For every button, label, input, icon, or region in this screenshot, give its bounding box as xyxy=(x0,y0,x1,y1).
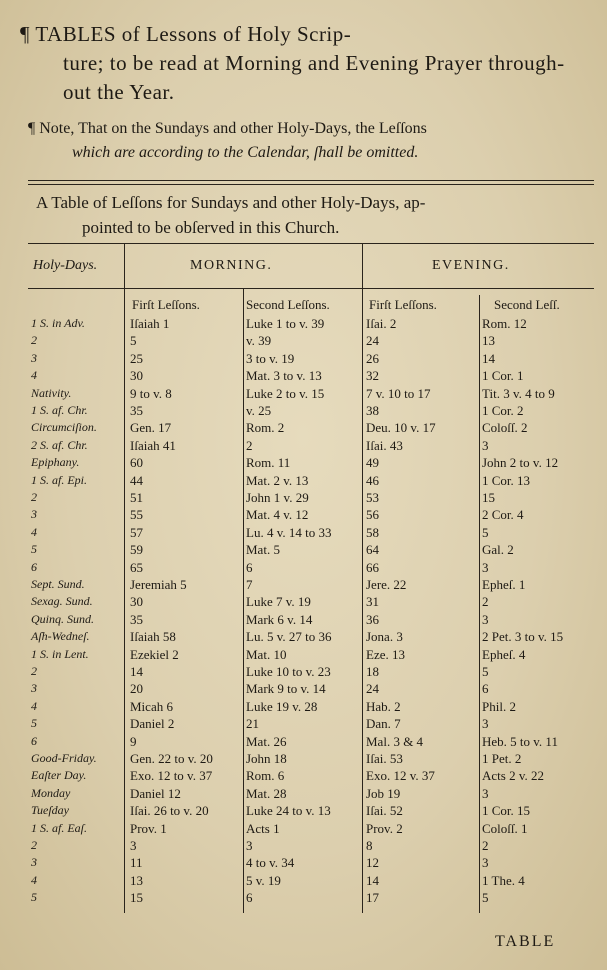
morning-first-lesson-cell: 5 xyxy=(130,333,137,349)
morning-first-lesson-cell: 14 xyxy=(130,664,143,679)
holy-day-cell: 5 xyxy=(31,716,37,731)
morning-first-lesson-cell: 11 xyxy=(130,855,143,871)
evening-second-lesson-cell: 1 Cor. 15 xyxy=(482,803,531,819)
holy-day-cell: 4 xyxy=(31,872,37,887)
evening-second-lesson-cell: Phil. 2 xyxy=(482,698,516,714)
evening-second-lesson-cell: 1 The. 4 xyxy=(482,872,525,888)
morning-first-lesson-cell: 35 xyxy=(130,611,143,627)
morning-first-lesson-cell: Daniel 2 xyxy=(130,716,175,732)
evening-first-lesson-cell: Exo. 12 v. 37 xyxy=(366,768,435,784)
morning-first-lesson-cell: 9 xyxy=(130,733,137,749)
evening-first-lesson-cell: 18 xyxy=(366,664,379,679)
note-line-1: ¶ Note, That on the Sundays and other Holy-Days, the Leſſons xyxy=(28,120,427,137)
table-row xyxy=(0,838,607,853)
holy-day-cell: 1 S. in Adv. xyxy=(31,316,85,330)
holy-day-cell: Sexag. Sund. xyxy=(31,594,93,609)
morning-second-lesson-cell: Luke 7 v. 19 xyxy=(246,594,311,610)
morning-second-lesson-cell: Luke 10 to v. 23 xyxy=(246,664,331,679)
note-line-2: which are according to the Calendar, ſhall be omitted. xyxy=(72,144,419,161)
morning-second-lesson-cell: Rom. 11 xyxy=(246,455,291,471)
evening-first-lesson-cell: Eze. 13 xyxy=(366,646,405,662)
evening-second-lesson-cell: Heb. 5 to v. 11 xyxy=(482,733,558,749)
table-row xyxy=(0,803,607,818)
evening-first-lesson-cell: 17 xyxy=(366,890,379,906)
evening-second-lesson-cell: Gal. 2 xyxy=(482,542,514,558)
evening-second-lesson-cell: 5 xyxy=(482,890,489,906)
evening-second-lesson-cell: 15 xyxy=(482,490,495,505)
evening-second-lesson-cell: 13 xyxy=(482,333,495,349)
morning-second-lesson-cell: 21 xyxy=(246,716,259,732)
table-row xyxy=(0,490,607,505)
evening-second-lesson-cell: 2 xyxy=(482,838,489,853)
holy-day-cell: 2 S. af. Chr. xyxy=(31,437,88,452)
evening-first-lesson-cell: 49 xyxy=(366,455,379,471)
evening-first-lesson-cell: 58 xyxy=(366,524,379,540)
holy-day-cell: 1 S. af. Eaſ. xyxy=(31,820,87,835)
evening-first-lesson-cell: Deu. 10 v. 17 xyxy=(366,420,436,436)
table-title-line-2: pointed to be obſerved in this Church. xyxy=(82,218,340,237)
morning-second-lesson-cell: 7 xyxy=(246,577,253,592)
evening-first-lesson-cell: Jona. 3 xyxy=(366,629,403,645)
morning-first-lesson-cell: Micah 6 xyxy=(130,698,173,714)
table-row xyxy=(0,734,607,749)
morning-second-lesson-cell: v. 25 xyxy=(246,403,272,418)
table-row xyxy=(0,821,607,836)
evening-first-lesson-cell: Prov. 2 xyxy=(366,820,403,836)
holy-day-cell: Nativity. xyxy=(31,385,72,400)
morning-second-lesson-cell: John 1 v. 29 xyxy=(246,490,309,505)
evening-first-lesson-cell: Iſai. 52 xyxy=(366,803,403,819)
morning-first-lesson-cell: Iſai. 26 to v. 20 xyxy=(130,803,209,819)
page-heading xyxy=(20,20,600,107)
evening-first-lesson-cell: Jere. 22 xyxy=(366,577,407,592)
morning-first-lesson-cell: 65 xyxy=(130,559,143,575)
evening-first-lesson-cell: 36 xyxy=(366,611,379,627)
table-row xyxy=(0,855,607,870)
holy-day-cell: 4 xyxy=(31,524,37,539)
evening-first-lesson-cell: 14 xyxy=(366,872,379,888)
morning-second-lesson-cell: 3 to v. 19 xyxy=(246,350,295,366)
morning-second-lesson-cell: 2 xyxy=(246,437,253,453)
morning-first-lesson-cell: Prov. 1 xyxy=(130,820,167,836)
holy-day-cell: 1 S. in Lent. xyxy=(31,646,89,661)
morning-first-lesson-cell: 30 xyxy=(130,368,143,384)
holy-day-cell: 5 xyxy=(31,542,37,557)
header-divider xyxy=(28,288,594,289)
morning-second-lesson-cell: Rom. 6 xyxy=(246,768,285,784)
table-row xyxy=(0,594,607,609)
morning-second-lesson-cell: Mat. 26 xyxy=(246,733,287,749)
evening-first-lesson-cell: 53 xyxy=(366,490,379,505)
evening-second-lesson-cell: Acts 2 v. 22 xyxy=(482,768,544,784)
table-row xyxy=(0,751,607,766)
evening-first-lesson-cell: Iſai. 2 xyxy=(366,316,397,331)
morning-second-lesson-cell: v. 39 xyxy=(246,333,272,349)
morning-first-lesson-cell: 13 xyxy=(130,872,143,888)
table-row xyxy=(0,333,607,348)
holy-day-cell: Tueſday xyxy=(31,803,69,818)
evening-second-lesson-cell: 1 Cor. 2 xyxy=(482,403,524,418)
morning-first-lesson-cell: 55 xyxy=(130,507,143,523)
evening-first-lesson-cell: Iſai. 53 xyxy=(366,751,403,766)
table-row xyxy=(0,681,607,696)
evening-second-lesson-cell: 3 xyxy=(482,559,489,575)
holy-day-cell: 3 xyxy=(31,350,37,365)
morning-first-lesson-cell: 30 xyxy=(130,594,143,610)
note-paragraph xyxy=(28,117,600,165)
table-row xyxy=(0,473,607,488)
holy-day-cell: Circumciſion. xyxy=(31,420,97,435)
evening-first-lesson-cell: 12 xyxy=(366,855,379,871)
morning-second-lesson-cell: Mark 9 to v. 14 xyxy=(246,681,326,697)
holy-day-cell: 2 xyxy=(31,838,37,852)
holy-day-cell: 5 xyxy=(31,890,37,905)
table-row xyxy=(0,786,607,801)
table-row xyxy=(0,507,607,522)
morning-first-lesson-cell: Iſaiah 41 xyxy=(130,437,176,453)
morning-first-lesson-cell: Jeremiah 5 xyxy=(130,577,187,592)
holy-day-cell: 4 xyxy=(31,698,37,713)
holy-day-cell: 2 xyxy=(31,333,37,348)
morning-second-lesson-cell: Mat. 5 xyxy=(246,542,280,558)
morning-second-lesson-cell: 6 xyxy=(246,890,253,906)
holy-day-cell: 4 xyxy=(31,368,37,383)
morning-first-lesson-cell: Iſaiah 58 xyxy=(130,629,176,645)
table-row xyxy=(0,716,607,731)
morning-first-lesson-cell: 3 xyxy=(130,838,137,853)
evening-first-lesson-cell: Dan. 7 xyxy=(366,716,401,732)
morning-second-lesson-cell: Mat. 4 v. 12 xyxy=(246,507,309,523)
morning-second-lesson-cell: Rom. 2 xyxy=(246,420,285,436)
morning-first-lesson-cell: Daniel 12 xyxy=(130,785,181,801)
morning-second-lesson-cell: 6 xyxy=(246,559,253,575)
holy-day-cell: Good-Friday. xyxy=(31,751,97,765)
holy-day-cell: 6 xyxy=(31,559,37,574)
table-row xyxy=(0,560,607,575)
evening-second-lesson-cell: Epheſ. 1 xyxy=(482,577,526,592)
evening-first-lesson-cell: 38 xyxy=(366,403,379,418)
table-row xyxy=(0,647,607,662)
evening-second-lesson-cell: 3 xyxy=(482,855,489,871)
holy-day-cell: 3 xyxy=(31,855,37,870)
heading-line-2: ture; to be read at Morning and Evening Prayer through- xyxy=(63,51,565,75)
holy-day-cell: 2 xyxy=(31,490,37,504)
evening-second-lesson-cell: 6 xyxy=(482,681,489,697)
table-row xyxy=(0,386,607,401)
holy-day-cell: 3 xyxy=(31,681,37,696)
morning-second-lesson-cell: Acts 1 xyxy=(246,820,280,836)
table-row xyxy=(0,525,607,540)
table-row xyxy=(0,438,607,453)
morning-first-lessons-header: Firſt Leſſons. xyxy=(132,297,200,312)
table-row xyxy=(0,368,607,383)
morning-second-lesson-cell: Mat. 28 xyxy=(246,785,287,801)
table-row xyxy=(0,612,607,627)
morning-second-lesson-cell: Mark 6 v. 14 xyxy=(246,611,313,627)
evening-first-lesson-cell: 32 xyxy=(366,368,379,384)
morning-first-lesson-cell: 60 xyxy=(130,455,143,471)
morning-first-lesson-cell: 51 xyxy=(130,490,143,505)
morning-first-lesson-cell: 59 xyxy=(130,542,143,558)
table-row xyxy=(0,455,607,470)
morning-first-lesson-cell: 25 xyxy=(130,350,143,366)
evening-second-lesson-cell: Tit. 3 v. 4 to 9 xyxy=(482,385,555,401)
evening-second-lesson-cell: 5 xyxy=(482,664,489,679)
evening-second-lesson-cell: Rom. 12 xyxy=(482,316,527,331)
table-row xyxy=(0,420,607,435)
evening-second-lesson-cell: 1 Cor. 1 xyxy=(482,368,524,384)
morning-first-lesson-cell: 20 xyxy=(130,681,143,697)
morning-second-lesson-cell: Mat. 2 v. 13 xyxy=(246,472,309,488)
heading-line-3: out the Year. xyxy=(63,80,175,104)
table-row xyxy=(0,664,607,679)
table-row xyxy=(0,351,607,366)
evening-second-lessons-header: Second Leſſ. xyxy=(494,297,560,312)
morning-second-lesson-cell: 4 to v. 34 xyxy=(246,855,295,871)
evening-first-lesson-cell: 26 xyxy=(366,350,379,366)
evening-first-lesson-cell: 8 xyxy=(366,838,373,853)
morning-first-lesson-cell: Ezekiel 2 xyxy=(130,646,179,662)
evening-header: EVENING. xyxy=(432,258,510,273)
holy-day-cell: Aſh-Wedneſ. xyxy=(31,629,90,644)
holy-day-cell: Sept. Sund. xyxy=(31,577,85,591)
holy-days-header: Holy-Days. xyxy=(33,258,98,273)
table-title xyxy=(36,190,592,240)
catchword: TABLE xyxy=(495,933,556,950)
morning-first-lesson-cell: 15 xyxy=(130,890,143,906)
evening-first-lesson-cell: Job 19 xyxy=(366,785,401,801)
evening-second-lesson-cell: 1 Pet. 2 xyxy=(482,751,522,766)
table-row xyxy=(0,873,607,888)
evening-second-lesson-cell: 2 Cor. 4 xyxy=(482,507,524,523)
evening-first-lesson-cell: 24 xyxy=(366,333,379,349)
holy-day-cell: Eaſter Day. xyxy=(31,768,87,783)
evening-first-lesson-cell: 31 xyxy=(366,594,379,610)
evening-first-lesson-cell: 56 xyxy=(366,507,379,523)
evening-first-lesson-cell: 64 xyxy=(366,542,379,558)
evening-first-lessons-header: Firſt Leſſons. xyxy=(369,297,437,312)
evening-second-lesson-cell: Epheſ. 4 xyxy=(482,646,526,662)
evening-first-lesson-cell: Mal. 3 & 4 xyxy=(366,733,424,749)
evening-first-lesson-cell: Iſai. 43 xyxy=(366,437,403,453)
table-row xyxy=(0,316,607,331)
evening-second-lesson-cell: 3 xyxy=(482,437,489,453)
morning-second-lesson-cell: Lu. 5 v. 27 to 36 xyxy=(246,629,332,645)
morning-second-lesson-cell: Luke 19 v. 28 xyxy=(246,698,318,714)
top-rule-inner xyxy=(28,184,594,185)
heading-line-1: ¶ TABLES of Lessons of Holy Scrip- xyxy=(20,22,352,46)
morning-first-lesson-cell: 44 xyxy=(130,472,143,488)
morning-second-lesson-cell: Mat. 3 to v. 13 xyxy=(246,368,322,384)
morning-second-lesson-cell: John 18 xyxy=(246,751,287,766)
holy-day-cell: 3 xyxy=(31,507,37,522)
morning-first-lesson-cell: Gen. 22 to v. 20 xyxy=(130,751,213,766)
morning-first-lesson-cell: 57 xyxy=(130,524,143,540)
evening-second-lesson-cell: 2 Pet. 3 to v. 15 xyxy=(482,629,564,645)
holy-day-cell: 1 S. af. Chr. xyxy=(31,403,88,417)
table-row xyxy=(0,699,607,714)
evening-second-lesson-cell: 14 xyxy=(482,350,495,366)
table-row xyxy=(0,403,607,418)
table-row xyxy=(0,629,607,644)
evening-first-lesson-cell: Hab. 2 xyxy=(366,698,401,714)
evening-first-lesson-cell: 46 xyxy=(366,472,379,488)
holy-day-cell: Epiphany. xyxy=(31,455,80,470)
holy-day-cell: Quinq. Sund. xyxy=(31,611,94,626)
morning-second-lesson-cell: Luke 2 to v. 15 xyxy=(246,385,325,401)
table-row xyxy=(0,542,607,557)
holy-day-cell: 2 xyxy=(31,664,37,678)
morning-second-lessons-header: Second Leſſons. xyxy=(246,297,330,312)
evening-second-lesson-cell: Coloſſ. 2 xyxy=(482,420,528,436)
morning-second-lesson-cell: Mat. 10 xyxy=(246,646,287,662)
evening-first-lesson-cell: 24 xyxy=(366,681,379,697)
evening-second-lesson-cell: 1 Cor. 13 xyxy=(482,472,531,488)
morning-second-lesson-cell: Luke 24 to v. 13 xyxy=(246,803,331,819)
morning-second-lesson-cell: 5 v. 19 xyxy=(246,872,281,888)
evening-second-lesson-cell: 5 xyxy=(482,524,489,540)
evening-first-lesson-cell: 66 xyxy=(366,559,379,575)
morning-first-lesson-cell: Exo. 12 to v. 37 xyxy=(130,768,213,784)
table-row xyxy=(0,577,607,592)
table-row xyxy=(0,768,607,783)
holy-day-cell: 6 xyxy=(31,733,37,748)
evening-second-lesson-cell: 3 xyxy=(482,611,489,627)
morning-header: MORNING. xyxy=(190,258,273,273)
morning-first-lesson-cell: Iſaiah 1 xyxy=(130,316,170,331)
top-rule xyxy=(28,180,594,181)
evening-second-lesson-cell: Coloſſ. 1 xyxy=(482,820,528,836)
holy-day-cell: Monday xyxy=(31,785,71,800)
morning-second-lesson-cell: 3 xyxy=(246,838,253,853)
morning-first-lesson-cell: Gen. 17 xyxy=(130,420,172,436)
morning-second-lesson-cell: Lu. 4 v. 14 to 33 xyxy=(246,524,332,540)
evening-second-lesson-cell: John 2 to v. 12 xyxy=(482,455,559,471)
morning-first-lesson-cell: 9 to v. 8 xyxy=(130,385,172,401)
morning-second-lesson-cell: Luke 1 to v. 39 xyxy=(246,316,325,331)
table-top-border xyxy=(28,243,594,244)
evening-second-lesson-cell: 2 xyxy=(482,594,489,610)
morning-first-lesson-cell: 35 xyxy=(130,403,143,418)
evening-first-lesson-cell: 7 v. 10 to 17 xyxy=(366,385,431,401)
table-title-line-1: A Table of Leſſons for Sundays and other Holy-Days, ap- xyxy=(36,193,426,212)
evening-second-lesson-cell: 3 xyxy=(482,785,489,801)
evening-second-lesson-cell: 3 xyxy=(482,716,489,732)
holy-day-cell: 1 S. af. Epi. xyxy=(31,472,87,487)
table-row xyxy=(0,890,607,905)
